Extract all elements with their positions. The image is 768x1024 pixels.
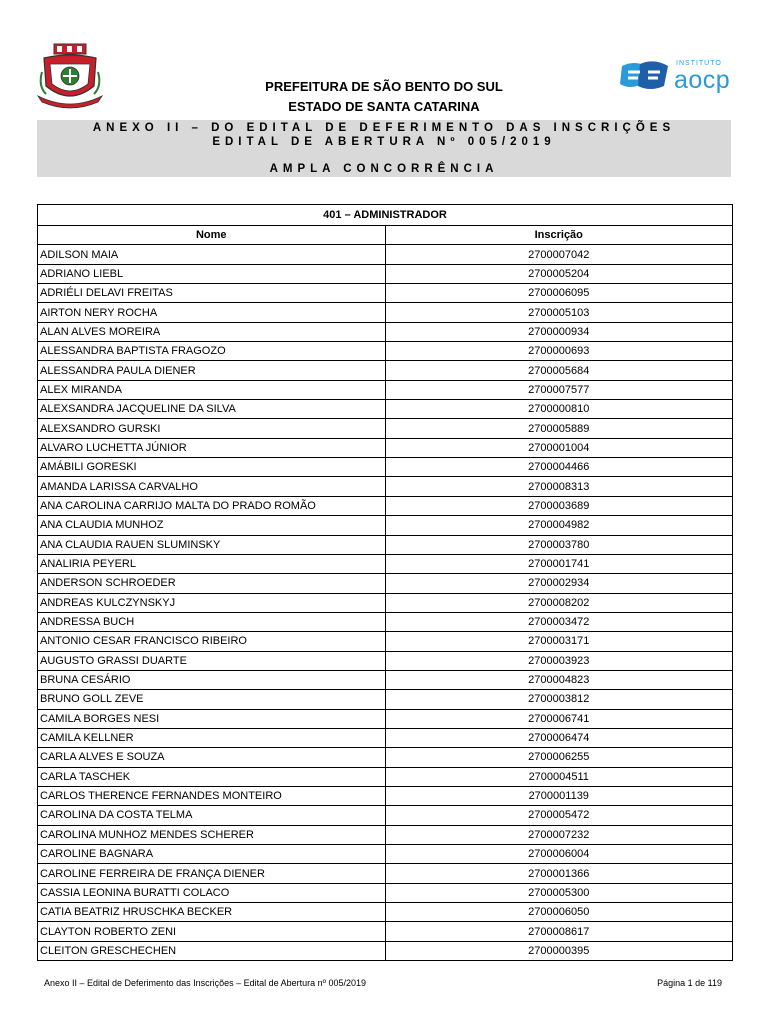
candidate-name: ANA CAROLINA CARRIJO MALTA DO PRADO ROMÃO <box>38 496 385 515</box>
table-row <box>38 438 732 457</box>
candidate-name: ALEXSANDRO GURSKI <box>38 419 385 438</box>
candidate-inscricao: 2700005472 <box>385 806 732 825</box>
candidate-inscricao: 2700004823 <box>385 670 732 689</box>
candidate-inscricao: 2700006050 <box>385 903 732 922</box>
candidate-name: CATIA BEATRIZ HRUSCHKA BECKER <box>38 903 385 922</box>
logo-small-text: INSTITUTO <box>676 60 722 67</box>
candidate-name: ALVARO LUCHETTA JÚNIOR <box>38 438 385 457</box>
table-row <box>38 496 732 515</box>
candidate-name: ALESSANDRA PAULA DIENER <box>38 361 385 380</box>
candidate-inscricao: 2700003780 <box>385 535 732 554</box>
candidate-inscricao: 2700007577 <box>385 380 732 399</box>
candidate-name: BRUNO GOLL ZEVE <box>38 690 385 709</box>
candidate-name: CLAYTON ROBERTO ZENI <box>38 922 385 941</box>
candidate-inscricao: 2700000934 <box>385 322 732 341</box>
table-row <box>38 651 732 670</box>
table-row <box>38 458 732 477</box>
footer-left: Anexo II – Edital de Deferimento das Inscrições – Edital de Abertura nº 005/2019 <box>44 978 366 988</box>
table-row <box>38 632 732 651</box>
candidate-name: ANDERSON SCHROEDER <box>38 574 385 593</box>
table-row <box>38 612 732 631</box>
table-row <box>38 303 732 322</box>
candidate-name: ADRIANO LIEBL <box>38 264 385 283</box>
candidate-inscricao: 2700006255 <box>385 748 732 767</box>
candidate-name: ANA CLAUDIA RAUEN SLUMINSKY <box>38 535 385 554</box>
candidate-name: ANALIRIA PEYERL <box>38 554 385 573</box>
candidate-inscricao: 2700005889 <box>385 419 732 438</box>
table-row <box>38 264 732 283</box>
candidate-name: ANDREAS KULCZYNSKYJ <box>38 593 385 612</box>
candidate-name: ANDRESSA BUCH <box>38 612 385 631</box>
table-row <box>38 864 732 883</box>
candidate-name: AIRTON NERY ROCHA <box>38 303 385 322</box>
table-row <box>38 535 732 554</box>
table-row <box>38 477 732 496</box>
table-row <box>38 786 732 805</box>
table-row <box>38 883 732 902</box>
candidate-inscricao: 2700004982 <box>385 516 732 535</box>
candidate-name: CAMILA BORGES NESI <box>38 709 385 728</box>
table-row <box>38 361 732 380</box>
table-row <box>38 922 732 941</box>
table-row <box>38 284 732 303</box>
table-row <box>38 728 732 747</box>
candidate-inscricao: 2700003812 <box>385 690 732 709</box>
candidate-inscricao: 2700005204 <box>385 264 732 283</box>
table-row <box>38 419 732 438</box>
candidate-name: CAROLINA MUNHOZ MENDES SCHERER <box>38 825 385 844</box>
title-band <box>37 120 731 177</box>
candidate-inscricao: 2700003472 <box>385 612 732 631</box>
table-row <box>38 845 732 864</box>
candidate-inscricao: 2700004466 <box>385 458 732 477</box>
table-row <box>38 554 732 573</box>
candidate-name: CARLOS THERENCE FERNANDES MONTEIRO <box>38 786 385 805</box>
band-line-1: ANEXO II – DO EDITAL DE DEFERIMENTO DAS INSCRIÇÕES <box>92 122 676 134</box>
table-row <box>38 690 732 709</box>
candidate-name: ANA CLAUDIA MUNHOZ <box>38 516 385 535</box>
header-line-2: ESTADO DE SANTA CATARINA <box>288 99 480 114</box>
candidate-inscricao: 2700001741 <box>385 554 732 573</box>
candidate-name: CAROLINE FERREIRA DE FRANÇA DIENER <box>38 864 385 883</box>
table-row <box>38 767 732 786</box>
table-row <box>38 825 732 844</box>
candidate-name: CAROLINE BAGNARA <box>38 845 385 864</box>
band-line-2: EDITAL DE ABERTURA Nº 005/2019 <box>212 136 556 148</box>
candidate-name: BRUNA CESÁRIO <box>38 670 385 689</box>
table-row <box>38 941 732 960</box>
table-row <box>38 342 732 361</box>
band-line-3: AMPLA CONCORRÊNCIA <box>269 163 499 175</box>
table-row <box>38 748 732 767</box>
table-row <box>38 400 732 419</box>
candidate-inscricao: 2700007042 <box>385 245 732 264</box>
candidate-name: ALAN ALVES MOREIRA <box>38 322 385 341</box>
candidate-inscricao: 2700007232 <box>385 825 732 844</box>
table-row <box>38 516 732 535</box>
candidate-name: CARLA TASCHEK <box>38 767 385 786</box>
candidate-name: ANTONIO CESAR FRANCISCO RIBEIRO <box>38 632 385 651</box>
candidate-inscricao: 2700000693 <box>385 342 732 361</box>
candidate-name: AMÁBILI GORESKI <box>38 458 385 477</box>
candidate-inscricao: 2700003923 <box>385 651 732 670</box>
table-row <box>38 574 732 593</box>
candidate-name: ALEX MIRANDA <box>38 380 385 399</box>
table-row <box>38 670 732 689</box>
table-row <box>38 245 732 264</box>
candidate-name: CARLA ALVES E SOUZA <box>38 748 385 767</box>
candidate-inscricao: 2700008617 <box>385 922 732 941</box>
candidate-name: ALESSANDRA BAPTISTA FRAGOZO <box>38 342 385 361</box>
logo-big-text: aocp <box>674 66 731 94</box>
candidate-inscricao: 2700006474 <box>385 728 732 747</box>
candidate-inscricao: 2700006095 <box>385 284 732 303</box>
candidate-inscricao: 2700008202 <box>385 593 732 612</box>
table-row <box>38 322 732 341</box>
candidate-inscricao: 2700005103 <box>385 303 732 322</box>
candidate-name: CAROLINA DA COSTA TELMA <box>38 806 385 825</box>
candidate-name: AUGUSTO GRASSI DUARTE <box>38 651 385 670</box>
candidate-inscricao: 2700000810 <box>385 400 732 419</box>
footer-page-number: Página 1 de 119 <box>657 978 722 988</box>
table-body <box>38 245 732 961</box>
candidate-inscricao: 2700001366 <box>385 864 732 883</box>
candidate-inscricao: 2700005300 <box>385 883 732 902</box>
table-row <box>38 709 732 728</box>
candidate-inscricao: 2700001139 <box>385 786 732 805</box>
candidate-name: ALEXSANDRA JACQUELINE DA SILVA <box>38 400 385 419</box>
candidate-inscricao: 2700004511 <box>385 767 732 786</box>
candidate-inscricao: 2700001004 <box>385 438 732 457</box>
table-row <box>38 903 732 922</box>
column-header-nome: Nome <box>38 226 385 245</box>
candidate-inscricao: 2700000395 <box>385 941 732 960</box>
candidate-name: ADRIÉLI DELAVI FREITAS <box>38 284 385 303</box>
candidate-inscricao: 2700005684 <box>385 361 732 380</box>
candidate-inscricao: 2700002934 <box>385 574 732 593</box>
candidate-inscricao: 2700006741 <box>385 709 732 728</box>
column-header-inscricao: Inscrição <box>385 226 732 245</box>
candidates-table <box>37 204 733 961</box>
cargo-heading: 401 – ADMINISTRADOR <box>38 205 732 226</box>
candidate-inscricao: 2700003689 <box>385 496 732 515</box>
candidate-name: CAMILA KELLNER <box>38 728 385 747</box>
candidate-inscricao: 2700003171 <box>385 632 732 651</box>
candidate-inscricao: 2700008313 <box>385 477 732 496</box>
table-row <box>38 593 732 612</box>
candidate-name: CASSIA LEONINA BURATTI COLACO <box>38 883 385 902</box>
header-line-1: PREFEITURA DE SÃO BENTO DO SUL <box>265 79 503 94</box>
candidate-name: CLEITON GRESCHECHEN <box>38 941 385 960</box>
table-row <box>38 806 732 825</box>
table-row <box>38 380 732 399</box>
candidate-inscricao: 2700006004 <box>385 845 732 864</box>
candidate-name: AMANDA LARISSA CARVALHO <box>38 477 385 496</box>
candidate-name: ADILSON MAIA <box>38 245 385 264</box>
